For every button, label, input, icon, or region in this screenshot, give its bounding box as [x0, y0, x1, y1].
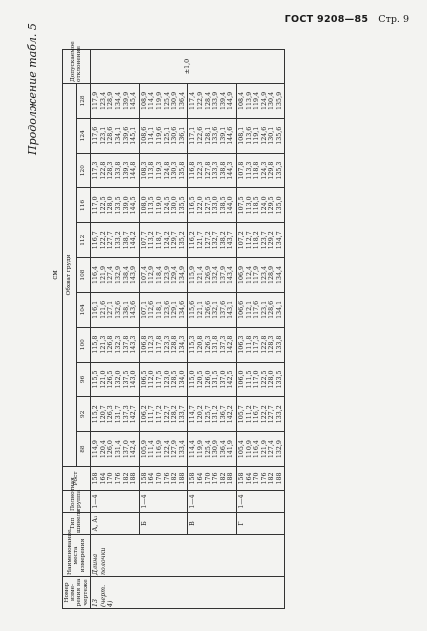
height-values: 158 164 170 176 182 188 — [91, 467, 140, 491]
measurement-values: 107,7 113,2 118,7 124,2 129,7 135,2 — [139, 223, 188, 258]
measurement-values: 107,2 112,7 118,2 123,7 129,2 134,7 — [236, 223, 285, 258]
measurement-values: 105,9 111,4 116,9 122,4 127,9 133,4 — [139, 432, 188, 467]
measurement-values: 105,7 111,2 116,7 122,2 127,7 133,2 — [236, 397, 285, 432]
chest-size-header: 100 — [76, 327, 90, 362]
chest-size-header: 112 — [76, 223, 90, 258]
measurement-values: 116,7 122,2 127,7 133,2 138,7 144,2 — [91, 223, 140, 258]
chest-size-header: 128 — [76, 84, 90, 119]
chest-size-header: 116 — [76, 188, 90, 223]
measurement-values: 107,5 113,0 118,5 124,0 129,5 135,0 — [236, 188, 285, 223]
page-header — [285, 14, 409, 25]
standard-number: ГОСТ 9208—85 — [284, 14, 369, 25]
measurement-values: 106,8 112,3 117,8 123,3 128,8 134,3 — [139, 327, 188, 362]
col-chest-group: Обхват груди — [62, 84, 76, 467]
unit-label: см — [51, 270, 59, 280]
table-row — [91, 50, 140, 609]
measurement-values: 117,3 122,8 128,3 133,8 139,3 144,8 — [91, 153, 140, 188]
chest-size-header: 96 — [76, 362, 90, 397]
height-group: 1—4 — [188, 491, 237, 513]
tolerance-value: ±1,0 — [91, 50, 285, 84]
measurement-values: 107,1 112,6 118,1 123,6 129,1 134,6 — [139, 292, 188, 327]
table-row — [139, 50, 188, 609]
measurement-values: 107,4 112,9 118,4 123,9 129,4 134,9 — [139, 258, 188, 293]
chest-size-header: 108 — [76, 258, 90, 293]
measurement-values: 105,4 110,9 116,4 121,9 127,4 132,9 — [236, 432, 285, 467]
measurement-values: 116,4 121,9 127,4 132,9 138,4 143,9 — [91, 258, 140, 293]
garment-type: В — [188, 513, 237, 535]
measurement-values: 106,5 112,0 117,5 123,0 128,5 134,0 — [139, 362, 188, 397]
measurement-values: 115,2 120,7 126,3 131,7 137,3 142,7 — [91, 397, 140, 432]
page-number: Стр. 9 — [378, 14, 409, 25]
measurement-values: 117,9 123,4 128,9 134,4 139,9 145,4 — [91, 84, 140, 119]
measurement-values: 106,9 112,4 117,9 123,4 128,9 134,4 — [236, 258, 285, 293]
chest-size-header: 92 — [76, 397, 90, 432]
table-row — [236, 50, 285, 609]
height-values: 158 164 170 176 182 188 — [139, 467, 188, 491]
measurement-values: 115,6 121,1 126,6 132,1 137,6 143,1 — [188, 292, 237, 327]
measurement-values: 117,6 123,1 128,6 134,1 139,6 145,1 — [91, 118, 140, 153]
garment-type: Б — [139, 513, 188, 535]
measurement-values: 114,9 120,4 126,0 131,4 137,0 142,4 — [91, 432, 140, 467]
garment-type: Г — [236, 513, 285, 535]
chest-size-header: 88 — [76, 432, 90, 467]
measurement-values: 117,1 122,6 128,1 133,6 139,1 144,6 — [188, 118, 237, 153]
row-number: 13 (черт. 4) — [91, 577, 285, 609]
chest-size-header: 104 — [76, 292, 90, 327]
measurement-values: 114,4 119,9 125,4 130,9 136,4 141,9 — [188, 432, 237, 467]
height-group: 1—4 — [91, 491, 140, 513]
col-measure: Наименование места измерения — [62, 535, 91, 577]
measurement-values: 106,2 111,7 117,2 122,7 128,2 133,7 — [139, 397, 188, 432]
measurement-values: 108,6 114,1 119,6 125,1 130,6 136,1 — [139, 118, 188, 153]
measurement-values: 115,9 121,4 126,9 132,4 137,9 143,4 — [188, 258, 237, 293]
col-type: Тип шинели — [62, 513, 91, 535]
measurement-values: 106,6 112,1 117,6 123,1 128,6 134,1 — [236, 292, 285, 327]
height-values: 158 164 170 176 182 188 — [188, 467, 237, 491]
measurement-values: 117,4 122,9 128,4 133,9 139,4 144,9 — [188, 84, 237, 119]
height-group: 1—4 — [236, 491, 285, 513]
measurement-values: 108,9 114,4 119,9 125,4 130,9 136,4 — [139, 84, 188, 119]
col-row-num: Номер изме-рения на чертеже — [62, 577, 91, 609]
chest-size-header: 120 — [76, 153, 90, 188]
table-row — [188, 50, 237, 609]
height-group: 1—4 — [139, 491, 188, 513]
col-height-group: Полнотная группа — [62, 491, 91, 513]
measurement-values: 114,7 120,2 125,7 131,2 136,7 142,2 — [188, 397, 237, 432]
measurement-values: 115,8 121,3 126,8 132,3 137,8 143,3 — [91, 327, 140, 362]
measurement-values: 108,3 113,8 119,3 124,8 130,3 135,8 — [139, 153, 188, 188]
measurement-values: 115,0 120,5 126,0 131,5 137,0 142,5 — [188, 362, 237, 397]
measurement-values: 108,1 113,6 119,1 124,6 130,1 135,6 — [236, 118, 285, 153]
measurement-values: 106,3 111,8 117,3 122,8 128,3 133,8 — [236, 327, 285, 362]
measurement-values: 106,0 111,5 117,0 122,5 128,0 133,5 — [236, 362, 285, 397]
chest-size-header: 124 — [76, 118, 90, 153]
measurement-values: 117,0 122,5 128,0 133,5 139,0 144,5 — [91, 188, 140, 223]
col-height: Рост — [62, 467, 91, 491]
measurement-values: 108,4 113,9 119,4 124,9 130,4 135,9 — [236, 84, 285, 119]
measurement-values: 107,8 113,3 118,8 124,3 129,8 135,3 — [236, 153, 285, 188]
measurement-values: 116,1 121,6 127,1 132,6 138,1 143,6 — [91, 292, 140, 327]
col-tolerance: Допускаемое отклонение — [62, 50, 91, 84]
measurement-values: 108,0 113,5 119,0 124,5 130,0 135,5 — [139, 188, 188, 223]
measure-name: Длина полочки — [91, 535, 285, 577]
measurement-values: 115,5 121,0 126,5 132,0 137,5 143,0 — [91, 362, 140, 397]
table-rotated — [51, 41, 285, 609]
height-values: 158 164 170 176 182 188 — [236, 467, 285, 491]
size-table — [51, 41, 285, 609]
measurement-values: 116,2 121,7 127,2 132,7 138,2 143,7 — [188, 223, 237, 258]
measurement-values: 116,8 122,3 127,8 133,3 138,8 144,3 — [188, 153, 237, 188]
measurement-values: 116,5 122,0 127,5 133,0 138,5 144,0 — [188, 188, 237, 223]
continuation-caption: Продолжение табл. 5 — [26, 23, 39, 155]
measurement-values: 115,3 120,8 126,3 131,8 137,3 142,8 — [188, 327, 237, 362]
garment-type: А, А₁ — [91, 513, 140, 535]
